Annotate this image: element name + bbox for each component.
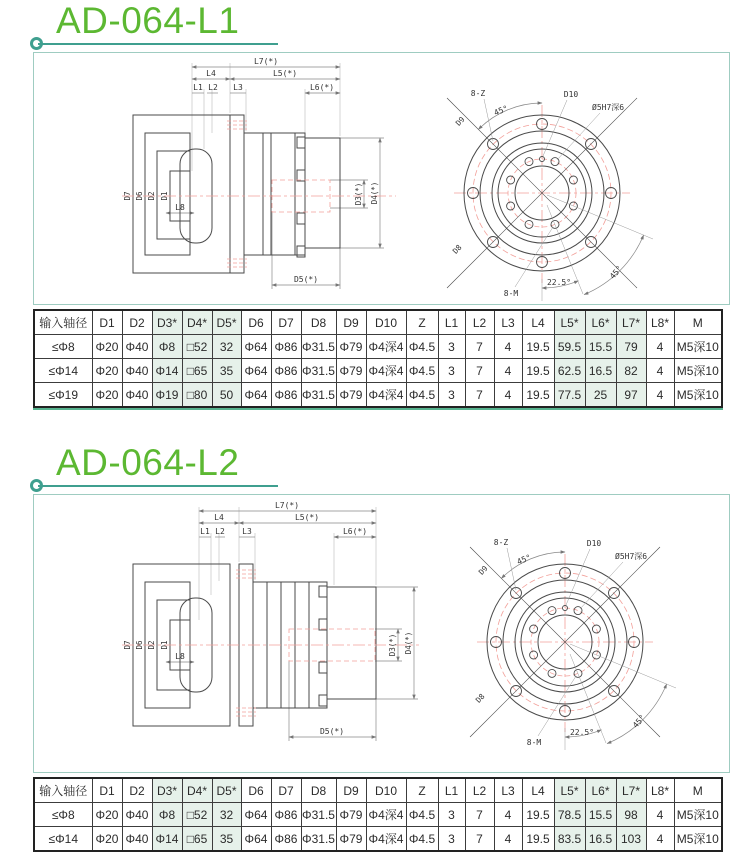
table-cell: 50 (212, 383, 241, 408)
table-cell: 4 (494, 335, 522, 359)
table-cell: 7 (465, 827, 494, 852)
dim-label-d3: D3(*) (354, 182, 363, 206)
table-cell: □52 (182, 803, 212, 827)
table-cell: Φ14 (152, 359, 182, 383)
table-cell: Φ31.5 (301, 383, 336, 408)
label-45deg-top: 45° (515, 552, 533, 567)
dim-label-l7: L7(*) (274, 501, 300, 510)
col-header: L4 (522, 310, 554, 335)
table-cell: 3 (438, 335, 465, 359)
table-cell: Φ79 (336, 803, 366, 827)
table-cell: Φ20 (92, 335, 122, 359)
table-cell: 4 (494, 359, 522, 383)
table-cell: Φ86 (271, 383, 301, 408)
table-cell: 4 (646, 383, 674, 408)
table-cell: Φ4深4 (366, 359, 406, 383)
table-cell: 4 (646, 335, 674, 359)
table-cell: 3 (438, 803, 465, 827)
dim-label-d3: D3(*) (388, 633, 397, 657)
table-cell: Φ40 (122, 359, 152, 383)
dim-label-l4: L4 (206, 69, 216, 78)
label-d8: D8 (473, 691, 487, 705)
label-pin-hole: Ø5H7深6 (592, 103, 625, 112)
table-cell: 98 (616, 803, 646, 827)
title-underline (38, 485, 278, 487)
table-cell: Φ20 (92, 803, 122, 827)
header-row (34, 310, 722, 335)
dim-label-l7: L7(*) (253, 57, 279, 66)
col-header: D5* (212, 310, 241, 335)
gearbox-front-view (447, 89, 653, 301)
col-header: D7 (271, 310, 301, 335)
table-cell: M5深10 (674, 803, 722, 827)
dim-label-d5: D5(*) (293, 275, 319, 284)
table-cell: Φ64 (241, 335, 271, 359)
col-header: L4 (522, 778, 554, 803)
label-225deg: 22.5° (569, 728, 595, 737)
table-cell: 19.5 (522, 359, 554, 383)
table-cell: Φ4深4 (366, 803, 406, 827)
col-header: L6* (585, 310, 616, 335)
gearbox-front-view (470, 538, 676, 750)
table-cell: Φ8 (152, 335, 182, 359)
col-header: 输入轴径 (34, 310, 92, 335)
label-d9: D9 (476, 563, 490, 577)
col-header: D1 (92, 778, 122, 803)
table-cell: M5深10 (674, 827, 722, 852)
dim-label-l3: L3 (233, 83, 243, 92)
spec-table-l2 (33, 777, 723, 852)
table-cell: 3 (438, 383, 465, 408)
col-header: D1 (92, 310, 122, 335)
col-header: D4* (182, 778, 212, 803)
label-45deg-top: 45° (492, 103, 510, 118)
table-cell: 19.5 (522, 827, 554, 852)
table-cell: Φ64 (241, 803, 271, 827)
table-cell: Φ86 (271, 335, 301, 359)
table-cell: Φ4深4 (366, 335, 406, 359)
table-cell: Φ8 (152, 803, 182, 827)
dim-label-d2: D2 (147, 191, 156, 201)
section-ad-064-l2 (0, 442, 745, 852)
table-cell: 62.5 (554, 359, 585, 383)
dim-label-l5: L5(*) (294, 513, 320, 522)
table-cell: 4 (494, 383, 522, 408)
dim-label-l4: L4 (214, 513, 224, 522)
table-cell: 4 (494, 803, 522, 827)
col-header: L3 (494, 310, 522, 335)
drawing-panel (33, 52, 730, 305)
col-header: L8* (646, 778, 674, 803)
table-cell: ≤Φ8 (34, 803, 92, 827)
table-cell: Φ20 (92, 359, 122, 383)
dim-label-l2: L2 (208, 83, 218, 92)
table-cell: 16.5 (585, 359, 616, 383)
table-cell: Φ31.5 (301, 359, 336, 383)
table-cell: 4 (646, 827, 674, 852)
table-cell: Φ64 (241, 827, 271, 852)
table-cell: Φ20 (92, 383, 122, 408)
dim-label-l1: L1 (193, 83, 203, 92)
table-cell: 15.5 (585, 335, 616, 359)
dimension-lines (166, 67, 384, 289)
table-cell: 7 (465, 383, 494, 408)
table-cell: Φ40 (122, 827, 152, 852)
header-row (34, 778, 722, 803)
table-cell: □52 (182, 335, 212, 359)
dim-label-d4: D4(*) (370, 181, 379, 205)
technical-drawing-side-front (34, 53, 729, 304)
col-header: D10 (366, 310, 406, 335)
table-cell: 19.5 (522, 383, 554, 408)
dim-label-d5: D5(*) (319, 727, 345, 736)
table-cell: Φ4.5 (406, 803, 438, 827)
table-cell: 3 (438, 827, 465, 852)
col-header: M (674, 310, 722, 335)
table-cell: Φ86 (271, 803, 301, 827)
dim-label-l5: L5(*) (272, 69, 298, 78)
col-header: L2 (465, 310, 494, 335)
col-header: L3 (494, 778, 522, 803)
dim-label-d2: D2 (147, 640, 156, 650)
table-cell: Φ79 (336, 383, 366, 408)
col-header: D7 (271, 778, 301, 803)
table-cell: ≤Φ8 (34, 335, 92, 359)
col-header: D4* (182, 310, 212, 335)
dim-label-l8: L8 (175, 203, 185, 212)
table-cell: Φ19 (152, 383, 182, 408)
section-header (0, 0, 745, 52)
table-cell: Φ31.5 (301, 827, 336, 852)
table-cell: Φ40 (122, 335, 152, 359)
col-header: L1 (438, 778, 465, 803)
col-header: L8* (646, 310, 674, 335)
col-header: L5* (554, 778, 585, 803)
dim-label-l8: L8 (175, 652, 185, 661)
dim-label-l1: L1 (200, 527, 210, 536)
table-cell: □65 (182, 359, 212, 383)
table-cell: □80 (182, 383, 212, 408)
section-ad-064-l1 (0, 0, 745, 408)
title-underline (38, 43, 278, 45)
dim-label-d1: D1 (160, 191, 169, 201)
table-cell: M5深10 (674, 359, 722, 383)
table-row (34, 359, 722, 383)
table-cell: Φ86 (271, 827, 301, 852)
table-cell: Φ4.5 (406, 359, 438, 383)
table-cell: 4 (646, 359, 674, 383)
dim-label-l2: L2 (215, 527, 225, 536)
label-d10: D10 (586, 539, 602, 548)
label-45deg-bottom: 45° (630, 712, 648, 730)
table-cell: M5深10 (674, 335, 722, 359)
table-cell: 83.5 (554, 827, 585, 852)
label-8z: 8-Z (470, 89, 486, 98)
col-header: Z (406, 310, 438, 335)
dim-label-d7: D7 (123, 191, 132, 201)
dim-label-d7: D7 (123, 640, 132, 650)
table-cell: 3 (438, 359, 465, 383)
col-header: D10 (366, 778, 406, 803)
table-cell: 19.5 (522, 335, 554, 359)
table-cell: 4 (494, 827, 522, 852)
dim-label-d6: D6 (135, 640, 144, 650)
table-cell: ≤Φ19 (34, 383, 92, 408)
label-d8: D8 (450, 242, 464, 256)
table-cell: Φ79 (336, 359, 366, 383)
table-cell: 7 (465, 335, 494, 359)
table-cell: Φ79 (336, 827, 366, 852)
table-cell: 32 (212, 335, 241, 359)
table-cell: Φ4.5 (406, 827, 438, 852)
label-45deg-bottom: 45° (607, 263, 625, 281)
table-cell: 15.5 (585, 803, 616, 827)
table-cell: □65 (182, 827, 212, 852)
table-cell: Φ31.5 (301, 335, 336, 359)
label-225deg: 22.5° (546, 278, 572, 287)
table-cell: 32 (212, 803, 241, 827)
table-cell: Φ4.5 (406, 383, 438, 408)
table-cell: 25 (585, 383, 616, 408)
table-cell: Φ31.5 (301, 803, 336, 827)
col-header: Z (406, 778, 438, 803)
col-header: 输入轴径 (34, 778, 92, 803)
table-cell: Φ20 (92, 827, 122, 852)
page-title: AD-064-L2 (56, 442, 240, 483)
col-header: L2 (465, 778, 494, 803)
dim-label-l6: L6(*) (309, 83, 335, 92)
label-8m: 8-M (526, 738, 542, 747)
dim-label-d1: D1 (160, 640, 169, 650)
table-row (34, 383, 722, 408)
dim-label-l6: L6(*) (342, 527, 368, 536)
table-cell: 103 (616, 827, 646, 852)
table-cell: Φ64 (241, 383, 271, 408)
label-8z: 8-Z (493, 538, 509, 547)
col-header: D6 (241, 310, 271, 335)
table-cell: Φ64 (241, 359, 271, 383)
technical-drawing-side-front (34, 495, 729, 772)
col-header: L7* (616, 778, 646, 803)
drawing-panel (33, 494, 730, 773)
table-cell: 82 (616, 359, 646, 383)
section-header (0, 442, 745, 494)
table-cell: Φ4深4 (366, 827, 406, 852)
col-header: L7* (616, 310, 646, 335)
table-row (34, 827, 722, 852)
table-cell: ≤Φ14 (34, 359, 92, 383)
table-cell: 35 (212, 359, 241, 383)
col-header: D2 (122, 778, 152, 803)
table-cell: 59.5 (554, 335, 585, 359)
table-cell: Φ4.5 (406, 335, 438, 359)
table-cell: Φ14 (152, 827, 182, 852)
table-cell: 35 (212, 827, 241, 852)
col-header: L1 (438, 310, 465, 335)
col-header: D3* (152, 310, 182, 335)
table-cell: 7 (465, 359, 494, 383)
label-d9: D9 (453, 114, 467, 128)
table-cell: 77.5 (554, 383, 585, 408)
table-cell: 19.5 (522, 803, 554, 827)
label-8m: 8-M (503, 289, 519, 298)
table-cell: ≤Φ14 (34, 827, 92, 852)
spec-table-l1 (33, 309, 723, 408)
table-cell: M5深10 (674, 383, 722, 408)
table-cell: Φ4深4 (366, 383, 406, 408)
table-cell: Φ40 (122, 803, 152, 827)
dimension-lines (166, 511, 418, 741)
col-header: D6 (241, 778, 271, 803)
col-header: M (674, 778, 722, 803)
col-header: D9 (336, 778, 366, 803)
col-header: L5* (554, 310, 585, 335)
table-cell: Φ40 (122, 383, 152, 408)
col-header: D3* (152, 778, 182, 803)
table-cell: 7 (465, 803, 494, 827)
label-d10: D10 (563, 90, 579, 99)
table-cell: Φ86 (271, 359, 301, 383)
col-header: D9 (336, 310, 366, 335)
table-row (34, 335, 722, 359)
table-cell: Φ79 (336, 335, 366, 359)
table-cell: 4 (646, 803, 674, 827)
col-header: D8 (301, 778, 336, 803)
dim-label-d4: D4(*) (404, 631, 413, 655)
col-header: D8 (301, 310, 336, 335)
col-header: D2 (122, 310, 152, 335)
dim-label-l3: L3 (242, 527, 252, 536)
dim-label-d6: D6 (135, 191, 144, 201)
table-cell: 78.5 (554, 803, 585, 827)
col-header: D5* (212, 778, 241, 803)
table-cell: 79 (616, 335, 646, 359)
page-title: AD-064-L1 (56, 0, 240, 41)
col-header: L6* (585, 778, 616, 803)
table-row (34, 803, 722, 827)
table-cell: 16.5 (585, 827, 616, 852)
label-pin-hole: Ø5H7深6 (615, 552, 648, 561)
table-cell: 97 (616, 383, 646, 408)
